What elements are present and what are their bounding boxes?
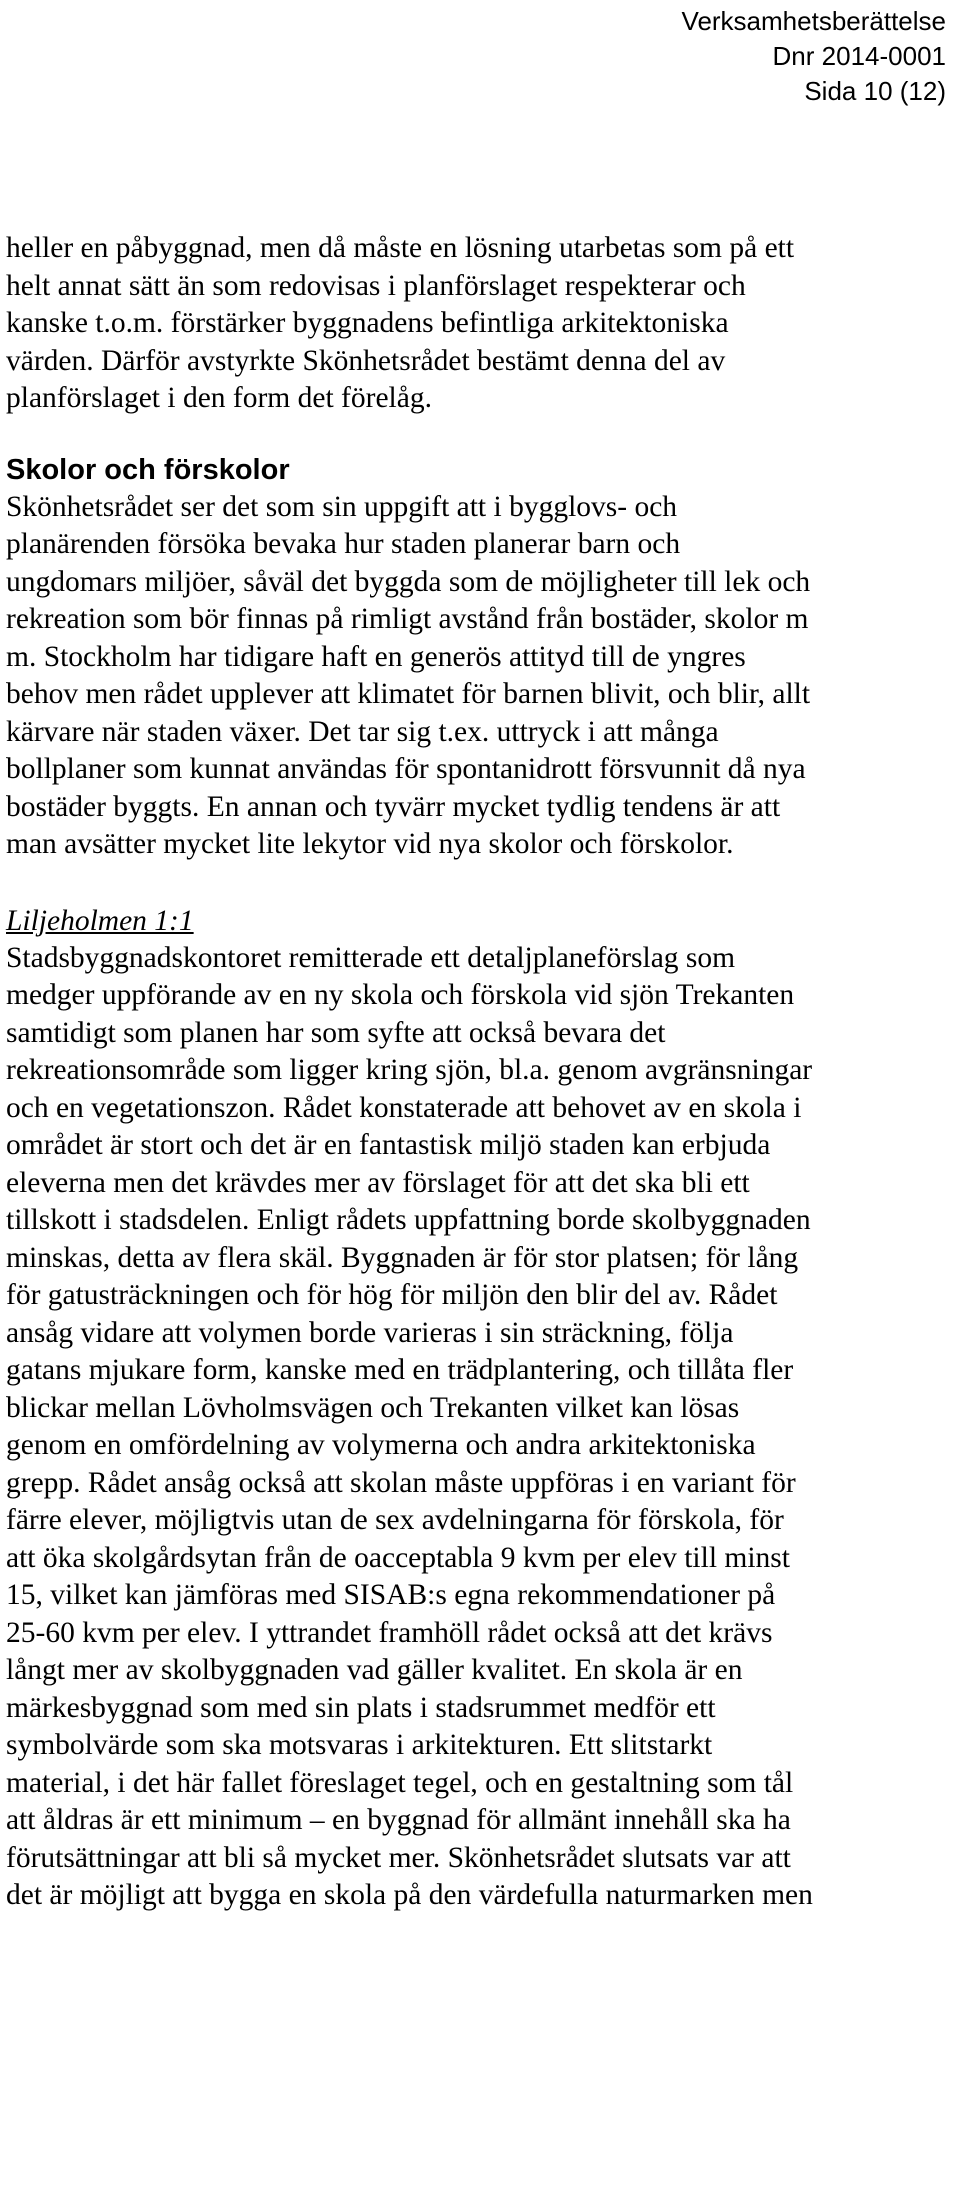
text-line: rekreationsområde som ligger kring sjön, bl.a. genom avgränsningar <box>6 1054 813 1086</box>
subheading-liljeholmen: Liljeholmen 1:1 <box>6 904 194 937</box>
document-number: Dnr 2014-0001 <box>772 41 946 71</box>
text-line: planförslaget i den form det förelåg. <box>6 382 432 414</box>
text-line: man avsätter mycket lite lekytor vid nya skolor och förskolor. <box>6 828 734 860</box>
text-line: värden. Därför avstyrkte Skönhetsrådet bestämt denna del av <box>6 344 726 377</box>
text-line: förutsättningar att bli så mycket mer. Skönhetsrådet slutsats var att <box>6 1841 791 1874</box>
text-line: långt mer av skolbyggnaden vad gäller kvalitet. En skola är en <box>6 1654 743 1686</box>
text-line: kärvare när staden växer. Det tar sig t.ex. uttryck i att många <box>6 715 719 748</box>
page-number: Sida 10 (12) <box>804 76 946 106</box>
text-line: 25-60 kvm per elev. I yttrandet framhöll rådet också att det krävs <box>6 1616 773 1649</box>
text-line: märkesbyggnad som med sin plats i stadsrummet medför ett <box>6 1691 716 1724</box>
text-line: symbolvärde som ska motsvaras i arkitekturen. Ett slitstarkt <box>6 1729 713 1761</box>
text-line: genom en omfördelning av volymerna och andra arkitektoniska <box>6 1429 756 1461</box>
document-body <box>6 230 958 1915</box>
text-line: att åldras är ett minimum – en byggnad för allmänt innehåll ska ha <box>6 1804 791 1836</box>
text-line: heller en påbyggnad, men då måste en lösning utarbetas som på ett <box>6 232 795 264</box>
text-line: behov men rådet upplever att klimatet för barnen blivit, och blir, allt <box>6 678 811 710</box>
text-line: bollplaner som kunnat användas för spontanidrott försvunnit då nya <box>6 753 806 785</box>
intro-paragraph <box>6 230 958 418</box>
text-line: grepp. Rådet ansåg också att skolan måste uppföras i en variant för <box>6 1466 796 1499</box>
text-line: medger uppförande av en ny skola och förskola vid sjön Trekanten <box>6 979 795 1011</box>
text-line: planärenden försöka bevaka hur staden planerar barn och <box>6 528 681 560</box>
text-line: m. Stockholm har tidigare haft en generös attityd till de yngres <box>6 640 746 673</box>
text-line: kanske t.o.m. förstärker byggnadens befintliga arkitektoniska <box>6 307 729 339</box>
text-line: Stadsbyggnadskontoret remitterade ett detaljplaneförslag som <box>6 941 736 974</box>
text-line: tillskott i stadsdelen. Enligt rådets uppfattning borde skolbyggnaden <box>6 1204 811 1236</box>
text-line: Skönhetsrådet ser det som sin uppgift att i bygglovs- och <box>6 490 678 523</box>
text-line: för gatusträckningen och för hög för miljön den blir del av. Rådet <box>6 1279 778 1311</box>
text-line: blickar mellan Lövholmsvägen och Trekanten vilket kan lösas <box>6 1391 740 1424</box>
text-line: ansåg vidare att volymen borde varieras i sin sträckning, följa <box>6 1316 734 1349</box>
text-line: rekreation som bör finnas på rimligt avstånd från bostäder, skolor m <box>6 603 809 635</box>
text-line: ungdomars miljöer, såväl det byggda som de möjligheter till lek och <box>6 565 811 598</box>
text-line: att öka skolgårdsytan från de oacceptabla 9 kvm per elev till minst <box>6 1541 790 1574</box>
document-title: Verksamhetsberättelse <box>681 6 946 36</box>
text-line: bostäder byggts. En annan och tyvärr mycket tydlig tendens är att <box>6 790 781 823</box>
text-line: helt annat sätt än som redovisas i planförslaget respekterar och <box>6 269 746 302</box>
text-line: eleverna men det krävdes mer av förslaget för att det ska bli ett <box>6 1166 750 1199</box>
text-line: det är möjligt att bygga en skola på den värdefulla naturmarken men <box>6 1879 813 1911</box>
text-line: och en vegetationszon. Rådet konstaterade att behovet av en skola i <box>6 1091 802 1124</box>
page-header <box>682 4 946 109</box>
text-line: material, i det här fallet föreslaget tegel, och en gestaltning som tål <box>6 1766 794 1799</box>
section-heading-schools: Skolor och förskolor <box>6 453 290 486</box>
text-line: minskas, detta av flera skäl. Byggnaden är för stor platsen; för lång <box>6 1241 799 1274</box>
text-line: färre elever, möjligtvis utan de sex avdelningarna för förskola, för <box>6 1504 784 1536</box>
schools-paragraph <box>6 489 958 864</box>
text-line: området är stort och det är en fantastisk miljö staden kan erbjuda <box>6 1129 771 1161</box>
text-line: gatans mjukare form, kanske med en trädplantering, och tillåta fler <box>6 1354 794 1386</box>
text-line: 15, vilket kan jämföras med SISAB:s egna rekommendationer på <box>6 1579 776 1611</box>
liljeholmen-paragraph <box>6 940 958 1915</box>
text-line: samtidigt som planen har som syfte att också bevara det <box>6 1016 666 1049</box>
